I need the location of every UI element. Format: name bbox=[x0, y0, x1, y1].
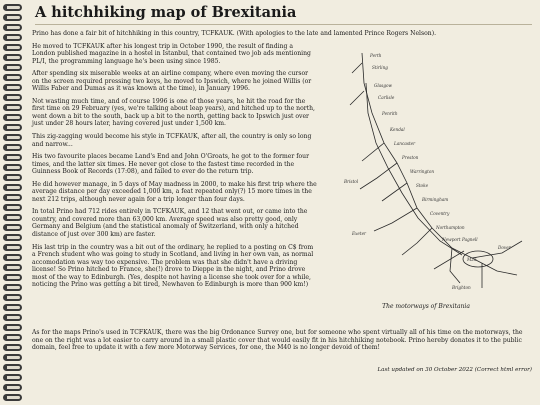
binding-ring bbox=[3, 244, 22, 251]
svg-text:Lancaster: Lancaster bbox=[394, 141, 416, 146]
binding-ring bbox=[3, 4, 22, 11]
svg-text:Exeter: Exeter bbox=[352, 231, 367, 236]
binding-ring bbox=[3, 234, 22, 241]
intro-paragraph: Prino has done a fair bit of hitchhiking in this country, TCFKAUK. (With apologies to the late and lamented Prince Rogers Nelson). bbox=[32, 30, 437, 37]
binding-ring bbox=[3, 324, 22, 331]
spiral-binding bbox=[0, 0, 27, 405]
binding-ring bbox=[3, 64, 22, 71]
binding-ring bbox=[3, 124, 22, 131]
binding-ring bbox=[3, 204, 22, 211]
binding-ring bbox=[3, 34, 22, 41]
svg-text:Newport Pagnell: Newport Pagnell bbox=[442, 237, 478, 242]
page-content bbox=[29, 0, 535, 405]
binding-ring bbox=[3, 74, 22, 81]
svg-text:Glasgow: Glasgow bbox=[374, 83, 393, 88]
binding-ring bbox=[3, 144, 22, 151]
paragraph-1: He moved to TCFKAUK after his longest trip in October 1990, the result of finding a London published magazine in a hostel in Istanbul, that contained two job ads mentioning PL/I, the programming language he's been using since 1985. bbox=[32, 42, 311, 65]
binding-ring bbox=[3, 164, 22, 171]
binding-ring bbox=[3, 344, 22, 351]
svg-text:M25: M25 bbox=[467, 257, 477, 262]
paragraph-6: He did however manage, in 5 days of May madness in 2000, to make his first trip where the average distance per day exceeded 1,000 km, a feat repeated only(?) 15 more times in the next 212 trips, although never again for a trip longer than four days. bbox=[32, 180, 317, 203]
svg-text:Preston: Preston bbox=[402, 155, 419, 160]
svg-text:Warrington: Warrington bbox=[410, 169, 435, 174]
binding-ring bbox=[3, 214, 22, 221]
last-updated: Last updated on 30 October 2022 (Correct html error) bbox=[377, 367, 532, 373]
binding-ring bbox=[3, 374, 22, 381]
paragraph-4: This zig-zagging would become his style in TCFKAUK, after all, the country is only so long and narrow... bbox=[32, 133, 312, 148]
motorway-map-drawing bbox=[322, 43, 530, 301]
binding-ring bbox=[3, 84, 22, 91]
binding-ring bbox=[3, 184, 22, 191]
binding-ring bbox=[3, 134, 22, 141]
svg-text:Carlisle: Carlisle bbox=[378, 95, 395, 100]
paragraph-3: Not wasting much time, and of course 1996 is one of those years, he hit the road for the first time on 29 February (yes, we're talking about leap years), and hitched up to the north, went down a bit to the south, back up a bit to the north, getting back to Ipswich just over just under 28 hours later, having covered just under 1,500 km. bbox=[32, 97, 315, 128]
binding-ring bbox=[3, 314, 22, 321]
svg-text:Penrith: Penrith bbox=[382, 111, 398, 116]
svg-text:Stirling: Stirling bbox=[372, 65, 388, 70]
map-caption: The motorways of Brexitania bbox=[382, 303, 470, 310]
binding-ring bbox=[3, 24, 22, 31]
binding-ring bbox=[3, 264, 22, 271]
svg-text:Northampton: Northampton bbox=[436, 225, 465, 230]
svg-text:Perth: Perth bbox=[370, 53, 382, 58]
binding-ring bbox=[3, 284, 22, 291]
binding-ring bbox=[3, 384, 22, 391]
paragraph-7: In total Prino had 712 rides entirely in TCFKAUK, and 12 that went out, or came into the country, and covered more than 63,000 km. Average speed was also pretty good, only Germany and Belgium (and the statistical anomaly of Switzerland, with only a hitched distance of just over 300 km) are faster. bbox=[32, 208, 308, 239]
binding-ring bbox=[3, 334, 22, 341]
binding-ring bbox=[3, 174, 22, 181]
svg-text:Coventry: Coventry bbox=[430, 211, 450, 216]
binding-ring bbox=[3, 224, 22, 231]
binding-ring bbox=[3, 394, 22, 401]
binding-ring bbox=[3, 354, 22, 361]
binding-ring bbox=[3, 194, 22, 201]
paragraph-5: His two favourite places became Land's End and John O'Groats, he got to the former four times, and the latter six times. He never got close to the fastest time recorded in the Guinness Book of Records (17:08), and failed to ever do the return trip. bbox=[32, 153, 309, 176]
binding-ring bbox=[3, 104, 22, 111]
maps-paragraph: As for the maps Prino's used in TCFKAUK, there was the big Ordonance Survey one, but for someone who spent virtually all of his time on the motorways, the one on the right was a lot easier to carry around in a small plastic cover that would easily fit in his hitchhiking notebook. Prino hereby donates it to the public domain, feel free to update it with a few more Motorway Services, for one, the M40 is no longer devoid of them! bbox=[32, 329, 523, 352]
binding-ring bbox=[3, 114, 22, 121]
binding-ring bbox=[3, 364, 22, 371]
binding-ring bbox=[3, 94, 22, 101]
binding-ring bbox=[3, 294, 22, 301]
binding-ring bbox=[3, 154, 22, 161]
binding-ring bbox=[3, 304, 22, 311]
svg-text:Bristol: Bristol bbox=[344, 179, 359, 184]
binding-ring bbox=[3, 44, 22, 51]
svg-text:Birmingham: Birmingham bbox=[422, 197, 449, 202]
motorway-map bbox=[322, 43, 530, 310]
svg-text:Brighton: Brighton bbox=[452, 285, 471, 290]
svg-text:Kendal: Kendal bbox=[390, 127, 405, 132]
paragraph-8: His last trip in the country was a bit out of the ordinary, he replied to a posting on C$ from a French student who was going to study in Scotland, and living in her own van, as normal accomodation was way too expensive. The problem was that she didn't have a driving license! So Prino hitched to France, she(!) drove to Dieppe in the night, and Prino drove most of the way to Edinburgh. (Yes, despite not having a license she took over for a while, noticing the Prino was getting a bit tired, Newhaven to Edinburgh is more than 900 km!) bbox=[32, 243, 314, 289]
svg-text:Stoke: Stoke bbox=[416, 183, 429, 188]
binding-ring bbox=[3, 14, 22, 21]
binding-ring bbox=[3, 254, 22, 261]
svg-text:Dover: Dover bbox=[498, 245, 511, 250]
page-title: A hitchhiking map of Brexitania bbox=[35, 4, 532, 25]
paragraph-2: After spending six miserable weeks at an airline company, where even moving the cursor on the screen required pressing two keys, he moved to Ipswich, where he joined Willis (or Willis Faber and Dumas as it was known at the time), in January 1996. bbox=[32, 70, 312, 93]
binding-ring bbox=[3, 274, 22, 281]
binding-ring bbox=[3, 54, 22, 61]
